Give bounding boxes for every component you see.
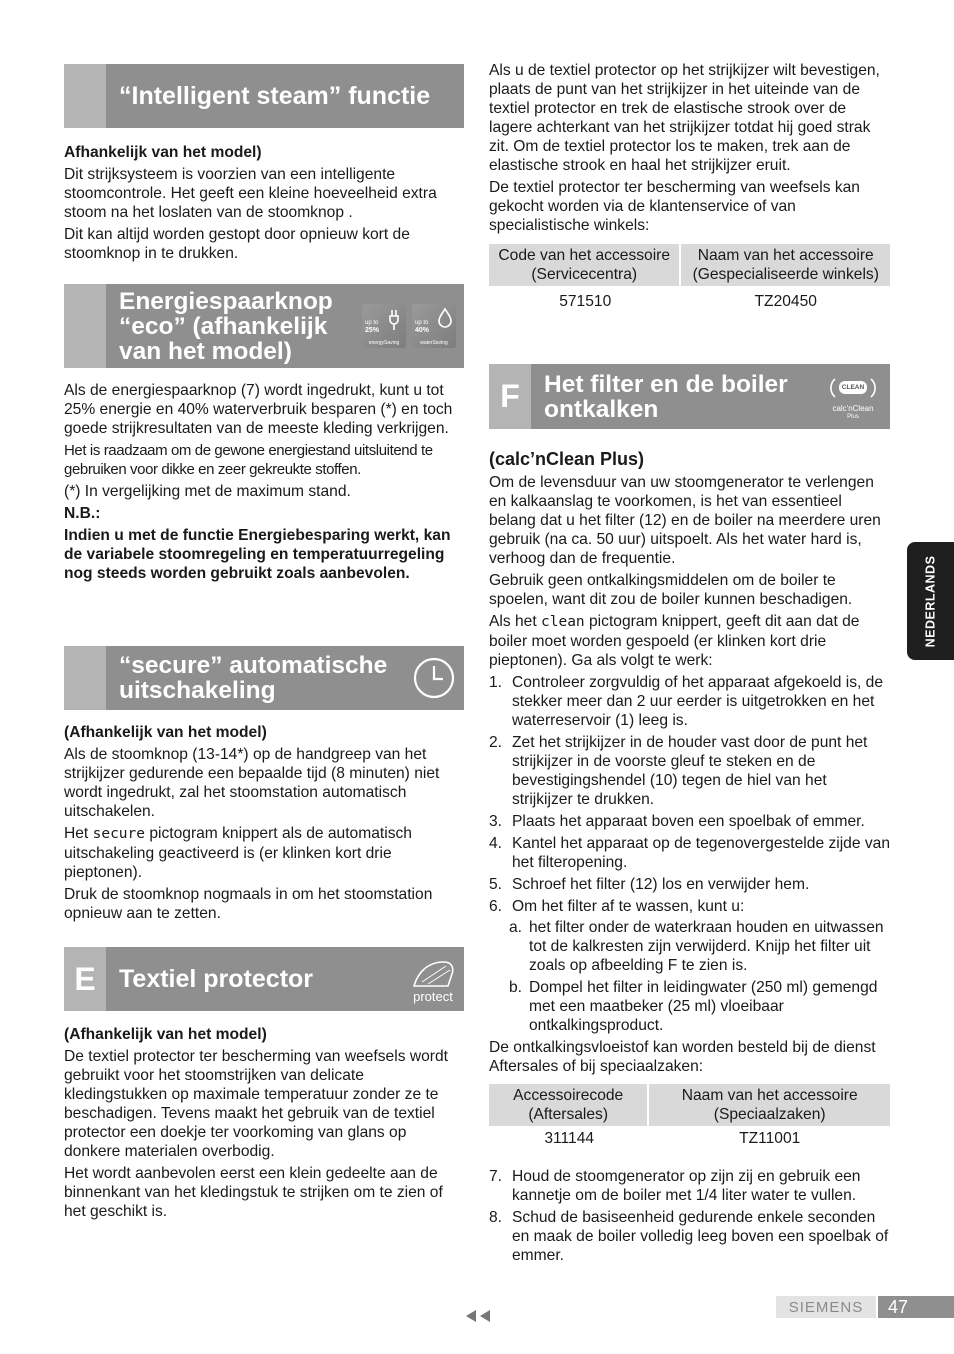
header-line: (Speciaalzaken) <box>713 1106 826 1123</box>
language-tab <box>907 542 954 660</box>
header-line: Naam van het accessoire <box>697 247 874 264</box>
list-item-text: Schroef het filter (12) los en verwijder hem. <box>512 876 810 893</box>
header-line: (Aftersales) <box>528 1106 609 1123</box>
table-cell: TZ11001 <box>739 1130 801 1147</box>
list-item-text: Controleer zorgvuldig of het apparaat afgekoeld is, de stekker meer dan 2 uur eerder is uitgetrokken en het waterreservoir (1) leeg is. <box>512 674 884 729</box>
list-item-number: b. <box>509 979 523 996</box>
title-line: van het model) <box>119 337 292 365</box>
table-cell: 311144 <box>544 1130 595 1147</box>
calcnclean-icons <box>820 373 890 421</box>
title-line: “eco” (afhankelijk <box>119 312 328 340</box>
title-line: Het filter en de boiler <box>544 370 788 398</box>
paragraph: Als u de textiel protector op het strijkijzer wilt bevestigen, plaats de punt van het strijkijzer in het uiteinde van de textiel protector en trek de elastische strook over de lagere achterkant van het strijkijzer totdat hij goed strak zit. Om de textiel protector los te maken, trek aan de elastische strook en haal het strijkijzer eruit. <box>489 62 880 174</box>
back-arrows-icon <box>464 1309 492 1323</box>
list-item-text: Dompel het filter in leidingwater (250 ml) gemengd met een maatbeker (25 ml) vloeibaar ontkalkingsproduct. <box>529 979 878 1034</box>
header-line: (Servicecentra) <box>531 266 638 283</box>
water-saving-icon <box>412 304 456 348</box>
list-item <box>489 897 890 916</box>
section-body-intelligent-steam <box>64 143 464 266</box>
subheading: (Afhankelijk van het model) <box>64 724 267 741</box>
icon-caption: up to <box>415 320 429 326</box>
section-body-filter <box>489 450 890 1268</box>
section-letter: F <box>489 364 531 429</box>
list-item-text: het filter onder de waterkraan houden en uitwassen tot de kalkresten zijn verwijderd. Knijp het filter uit zoals op afbeelding F te zien is. <box>529 919 884 974</box>
section-title: “Intelligent steam” functie <box>119 81 431 110</box>
icon-label: calc'nClean <box>832 403 874 413</box>
section-title <box>106 289 362 364</box>
list-item <box>489 673 890 730</box>
header-line: Naam van het accessoire <box>681 1087 858 1104</box>
section-body-eco <box>64 381 464 586</box>
text-run: Het <box>64 825 93 842</box>
list-item-number: a. <box>509 919 523 936</box>
list-item-text: Kantel het apparaat op de tegenovergestelde zijde van het filteropening. <box>512 835 890 871</box>
section-tab <box>64 64 106 128</box>
list-item <box>489 1167 890 1205</box>
table-header <box>681 244 890 286</box>
icon-value: 25% <box>365 327 380 334</box>
section-header-filter <box>489 364 890 429</box>
section-title <box>531 372 820 422</box>
list-item-number: 3. <box>489 813 503 830</box>
footnote: (*) In vergelijking met de maximum stand. <box>64 483 351 500</box>
table-cell: TZ20450 <box>754 293 817 310</box>
note-label: N.B.: <box>64 505 101 522</box>
paragraph: Om de levensduur van uw stoomgenerator te verlengen en kalkaanslag te voorkomen, is het van essentieel belang dat u het filter (12) en de boiler na meerdere uren gebruik (na ca. 50 uur) uitspoelt. Als het water hard is, verhoog dan de frequentie. <box>489 474 881 567</box>
subheading: (calc’nClean Plus) <box>489 449 645 469</box>
list-item-number: 5. <box>489 876 503 893</box>
list-item-number: 4. <box>489 835 503 852</box>
paragraph <box>489 612 890 670</box>
text-run: Als het <box>489 613 542 630</box>
iron-protect-icon <box>408 956 458 990</box>
brand-label: SIEMENS <box>776 1296 876 1318</box>
list-item <box>489 733 890 809</box>
table-row <box>489 286 890 315</box>
secure-icons <box>412 656 464 700</box>
clock-icon <box>412 656 456 700</box>
list-item <box>489 812 890 831</box>
paragraph: Als de stoomknop (13-14*) op de handgreep van het strijkijzer gedurende een bepaalde tijd (8 minuten) niet wordt ingedrukt, zal het stoomstation automatisch uitschakelen. <box>64 746 440 820</box>
paragraph: Dit kan altijd worden gestopt door opnieuw kort de stoomknop in te drukken. <box>64 226 410 262</box>
table-row <box>489 1126 890 1152</box>
paragraph: Dit strijksysteem is voorzien van een intelligente stoomcontrole. Het geeft een kleine hoeveelheid extra stoom na het loslaten van de stoomknop . <box>64 166 437 221</box>
list-item-text: Plaats het apparaat boven een spoelbak of emmer. <box>512 813 865 830</box>
list-item <box>509 918 890 975</box>
text-run: pictogram knippert, geeft dit aan dat de boiler moet worden gespoeld (er klinken kort drie pieptonen). Ga als volgt te werk: <box>489 613 860 669</box>
eco-icons <box>362 304 464 368</box>
accessory-table-descaling <box>489 1084 890 1152</box>
title-line: Energiespaarknop <box>119 287 333 315</box>
paragraph: Het wordt aanbevolen eerst een klein gedeelte aan de binnenkant van het kledingstuk te strijken om te zien of het geschikt is. <box>64 1165 443 1220</box>
section-body-secure <box>64 723 464 926</box>
list-item <box>509 978 890 1035</box>
section-letter: E <box>64 947 106 1011</box>
list-item <box>489 1208 890 1265</box>
note-text: Indien u met de functie Energiebesparing werkt, kan de variabele stoomregeling en temperatuurregeling nog steeds worden gebruikt zoals aanbevolen. <box>64 527 451 582</box>
section-header-textiel-protector <box>64 947 464 1011</box>
list-item-number: 8. <box>489 1209 503 1226</box>
list-item-text: Om het filter af te wassen, kunt u: <box>512 898 745 915</box>
clean-pictogram-label: clean <box>541 614 585 630</box>
paragraph <box>64 824 464 882</box>
header-line: (Gespecialiseerde winkels) <box>692 266 879 283</box>
paragraph: Druk de stoomknop nogmaals in om het stoomstation opnieuw aan te zetten. <box>64 886 433 922</box>
table-cell: 571510 <box>559 293 612 310</box>
textiel-protector-continued <box>489 61 890 315</box>
paragraph: Als de energiespaarknop (7) wordt ingedrukt, kunt u tot 25% energie en 40% waterverbruik besparen (*) en toch goede strijkresultaten van de meeste kleding verkrijgen. <box>64 382 453 437</box>
paragraph: De textiel protector ter bescherming van weefsels wordt gebruikt voor het stoomstrijken van delicate kledingstukken op maximale temperatuur zonder ze te beschadigen. Tevens maakt het gebruik van de textiel protector een doekje ter voorkoming van glans op donkere materialen overbodig. <box>64 1048 448 1160</box>
section-header-intelligent-steam <box>64 64 464 128</box>
icon-label: energySaving <box>368 340 400 346</box>
paragraph: De ontkalkingsvloeistof kan worden besteld bij de dienst Aftersales of bij speciaalzaken: <box>489 1039 876 1075</box>
list-item-text: Schud de basiseenheid gedurende enkele seconden en maak de boiler volledig leeg boven een spoelbak of emmer. <box>512 1209 889 1264</box>
substeps-list <box>509 918 890 1035</box>
icon-badge: CLEAN <box>841 383 865 391</box>
list-item <box>489 834 890 872</box>
steps-list <box>489 1167 890 1265</box>
page-number: 47 <box>878 1296 954 1318</box>
language-label: NEDERLANDS <box>923 555 937 647</box>
title-line: uitschakeling <box>119 677 276 704</box>
icon-label: protect <box>413 988 453 1004</box>
section-tab <box>64 284 106 368</box>
secure-pictogram-label: secure <box>92 826 145 842</box>
header-line: Accessoirecode <box>513 1087 624 1104</box>
section-header-secure <box>64 646 464 710</box>
icon-caption: up to <box>365 320 379 326</box>
header-line: Code van het accessoire <box>498 247 671 264</box>
icon-label: waterSaving <box>420 340 448 346</box>
subheading: Afhankelijk van het model) <box>64 144 262 161</box>
protect-icons <box>408 956 464 1003</box>
paragraph: De textiel protector ter bescherming van weefsels kan gekocht worden via de klantenservice of van specialistische winkels: <box>489 179 860 234</box>
section-title <box>106 653 412 703</box>
list-item <box>489 875 890 894</box>
section-body-textiel-protector <box>64 1025 464 1224</box>
list-item-number: 6. <box>489 898 503 915</box>
clean-icon <box>825 373 881 403</box>
list-item-number: 7. <box>489 1168 503 1185</box>
text-run: pictogram knippert als de automatisch uitschakeling geactiveerd is (er klinken kort drie pieptonen). <box>64 825 412 881</box>
section-title: Textiel protector <box>119 964 314 993</box>
list-item-number: 2. <box>489 734 503 751</box>
title-line: “secure” automatische <box>119 652 388 679</box>
title-line: ontkalken <box>544 395 659 423</box>
energy-saving-icon <box>362 304 406 348</box>
list-item-text: Houd de stoomgenerator op zijn zij en gebruik een kannetje om de boiler met 1/4 liter water te vullen. <box>512 1168 861 1204</box>
subheading: (Afhankelijk van het model) <box>64 1026 267 1043</box>
section-header-eco <box>64 284 464 368</box>
table-header <box>489 244 681 286</box>
paragraph: Gebruik geen ontkalkingsmiddelen om de boiler te spoelen, want dit zou de boiler kunnen beschadigen. <box>489 572 853 608</box>
icon-value: 40% <box>415 327 430 334</box>
accessory-table-protector <box>489 244 890 315</box>
table-header <box>489 1084 649 1126</box>
paragraph: Het is raadzaam om de gewone energiestand uitsluitend te gebruiken voor dikke en zeer gekreukte stoffen. <box>64 442 433 478</box>
list-item-text: Zet het strijkijzer in de houder vast door de punt het strijkijzer in de voorste gleuf te steken en de bevestigingshendel (10) tegen de hiel van het strijkijzer te drukken. <box>512 734 868 808</box>
table-header <box>649 1084 890 1126</box>
section-tab <box>64 646 106 710</box>
steps-list <box>489 673 890 916</box>
icon-label: Plus <box>847 413 859 420</box>
list-item-number: 1. <box>489 674 503 691</box>
